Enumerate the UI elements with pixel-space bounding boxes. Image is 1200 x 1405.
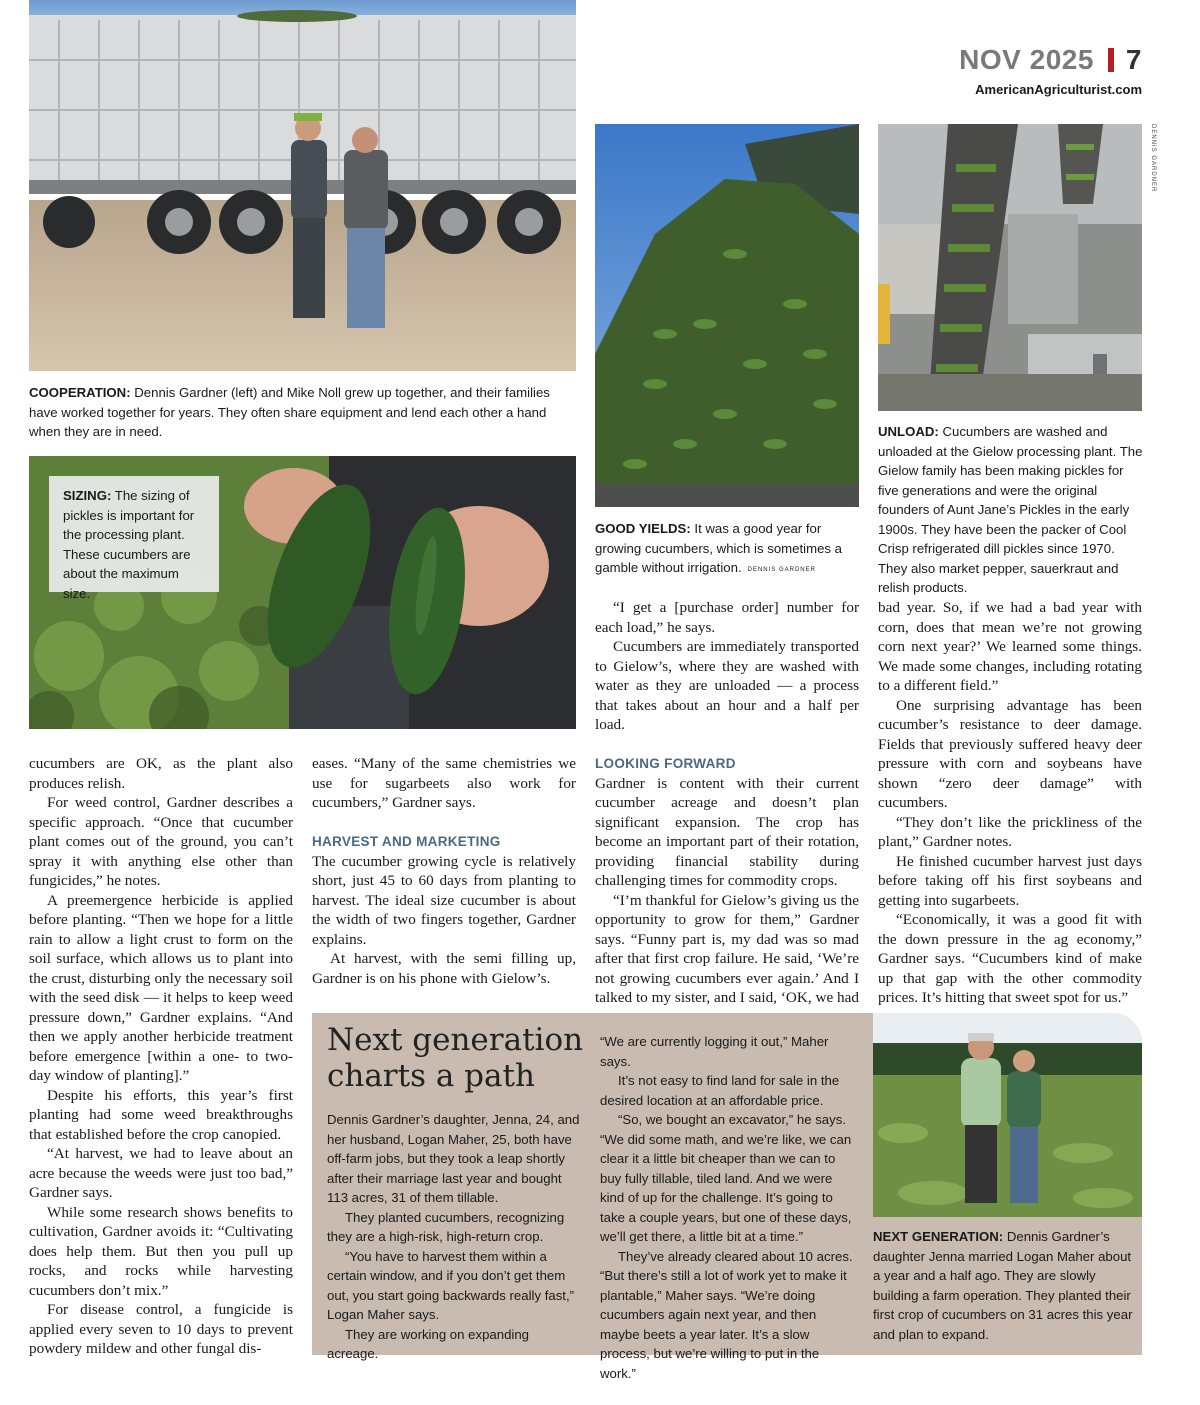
paragraph: A preemergence herbicide is applied before planting. “Then we hope for a little rain to allow a light crust to form on the soil surface, which allows us to plant into the crust, disturbing only the necessary soil with the seed disk — it helps to keep weed pressure down,” Gardner explains. “And then we apply another herbicide treatment before emergence [within a one- to two-day window of planting].” — [29, 891, 293, 1084]
unload-caption — [878, 422, 1144, 598]
caption-text: Dennis Gardner’s daughter Jenna married Logan Maher about a year and a half ago. They are slowly building a farm operation. They planted their first crop of cucumbers on 31 acres this year and plan to expand. — [873, 1229, 1133, 1342]
paragraph: “You have to harvest them within a certain window, and if you don’t get them out, you start going backwards really fast,” Logan Maher says. — [327, 1248, 575, 1322]
truck-photo — [29, 0, 576, 371]
paragraph: For weed control, Gardner describes a specific approach. “Once that cucumber plant comes out of the ground, you can’t spray it with anything else other than fungicides,” he notes. — [29, 794, 293, 889]
paragraph: It’s not easy to find land for sale in the desired location at an affordable price. — [600, 1073, 840, 1108]
section-heading: HARVEST AND MARKETING — [312, 834, 501, 849]
caption-lead: NEXT GENERATION: — [873, 1229, 1004, 1244]
caption-text: Cucumbers are washed and unloaded at the Gielow processing plant. The Gielow family has been making pickles for five generations and were the original founders of Aunt Jane’s Pickles in the early 1900s. They have been the packer of Cool Crisp refrigerated dill pickles since 1970. They also market pepper, sauerkraut and relish products. — [878, 424, 1143, 595]
caption-lead: SIZING: — [63, 488, 112, 503]
paragraph: eases. “Many of the same chemistries we use for sugarbeets also work for cucumbers,” Gardner says. — [312, 755, 576, 811]
paragraph: They are working on expanding acreage. — [327, 1326, 530, 1361]
paragraph: One surprising advantage has been cucumber’s resistance to deer damage. Fields that previously suffered heavy deer pressure with corn and soybeans have shown “zero deer damage” with cucumbers. — [878, 696, 1142, 811]
paragraph: For disease control, a fungicide is applied every seven to 10 days to prevent powdery mildew and other fungal dis- — [29, 1301, 293, 1357]
paragraph: The cucumber growing cycle is relatively short, just 45 to 60 days from planting to harvest. The ideal size cucumber is about the width of two fingers together, Gardner explains. — [312, 852, 576, 948]
caption-text: It was a good year for growing cucumbers, which is sometimes a gamble without irrigation. — [595, 521, 842, 575]
issue-header — [959, 44, 1142, 76]
header-divider — [1108, 48, 1114, 72]
good-yields-caption — [595, 519, 859, 581]
paragraph: “So, we bought an excavator,” he says. “We did some math, and we’re like, we can clear it a little bit cheaper than we can to buy fully tillable, tiled land. And we were kind of up for the challenge. It’s going to take a couple years, but one of these days, we’ll get there, a little bit at a time.” — [600, 1112, 852, 1244]
caption-lead: GOOD YIELDS: — [595, 521, 691, 536]
page-number: 7 — [1125, 44, 1142, 75]
paragraph: He finished cucumber harvest just days before taking off his first soybeans and getting into sugarbeets. — [878, 852, 1142, 909]
paragraph: Despite his efforts, this year’s first planting had some weed breakthroughs that established before the crop canopied. — [29, 1086, 293, 1143]
sizing-caption-box — [49, 476, 219, 601]
issue-date: NOV 2025 — [959, 44, 1094, 75]
next-generation-caption — [873, 1227, 1139, 1344]
photo-credit: DENNIS GARDNER — [747, 567, 816, 573]
paragraph: They’ve already cleared about 10 acres. “But there’s still a lot of work yet to make it plantable,” Maher says. “We’re doing cucumbers again next year, and then maybe beets a year later. It’s a slow process, but we’re willing to put in the work.” — [600, 1248, 853, 1381]
paragraph: “At harvest, we had to leave about an acre because the weeds were just too bad,” Gardner says. — [29, 1145, 293, 1201]
article-column-1 — [29, 754, 293, 1359]
article-column-3 — [595, 598, 859, 1027]
sidebar-column-2 — [600, 1032, 858, 1383]
sidebar-title: Next generation charts a path — [327, 1022, 584, 1094]
caption-lead: UNLOAD: — [878, 424, 939, 439]
article-column-4 — [878, 598, 1142, 1008]
photo-credit: DENNIS GARDNER — [1150, 124, 1156, 193]
paragraph: “I get a [purchase order] number for each load,” he says. — [595, 599, 859, 636]
paragraph: “I’m thankful for Gielow’s giving us the opportunity to grow for them,” Gardner says. “Funny part is, my dad was so mad after that first crop failure. He said, ‘We’re not growing cucumbers ever again.’ And I talked to my sister, and I said, ‘OK, we had — [595, 891, 859, 1006]
paragraph: Dennis Gardner’s daughter, Jenna, 24, and her husband, Logan Maher, 25, both have off-farm jobs, but they took a leap shortly after their marriage last year and bought 113 acres, 31 of them tillable. — [327, 1112, 580, 1205]
caption-lead: COOPERATION: — [29, 385, 131, 400]
section-heading: LOOKING FORWARD — [595, 756, 736, 771]
paragraph: At harvest, with the semi filling up, Gardner is on his phone with Gielow’s. — [312, 950, 576, 987]
website-url[interactable]: AmericanAgriculturist.com — [975, 82, 1142, 97]
couple-photo — [873, 1013, 1142, 1217]
paragraph: “Economically, it was a good fit with the down pressure in the ag economy,” Gardner says. “Cucumbers kind of make up that gap with the other commodity prices. It’s hitting that sweet spot for us.” — [878, 911, 1142, 1006]
paragraph: “We are currently logging it out,” Maher says. — [600, 1034, 829, 1069]
paragraph: bad year. So, if we had a bad year with corn, does that mean we’re not growing corn next year?’ We learned some things. We made some changes, including rotating to a different field.” — [878, 599, 1142, 694]
cooperation-caption — [29, 383, 576, 442]
paragraph: Cucumbers are immediately transported to Gielow’s, where they are washed with water as they are unloaded — a process that takes about an hour and a half per load. — [595, 638, 859, 733]
caption-text: Dennis Gardner (left) and Mike Noll grew up together, and their families have worked together for years. They often share equipment and lend each other a hand when they are in need. — [29, 385, 550, 439]
cucumber-pile-photo — [595, 124, 859, 507]
paragraph: While some research shows benefits to cultivation, Gardner avoids it: “Cultivating does help them. But then you pull up rocks, and rocks while harvesting cucumbers don’t mix.” — [29, 1203, 293, 1299]
paragraph: Gardner is content with their current cucumber acreage and doesn’t plan significant expansion. The crop has become an important part of their rotation, providing financial stability during challenging times for commodity crops. — [595, 774, 859, 889]
article-column-2 — [312, 754, 576, 988]
caption-text: The sizing of pickles is important for the processing plant. These cucumbers are about the maximum size. — [63, 488, 195, 601]
paragraph: “They don’t like the prickliness of the plant,” Gardner notes. — [878, 813, 1142, 850]
sidebar-column-1 — [327, 1110, 583, 1364]
paragraph: cucumbers are OK, as the plant also produces relish. — [29, 755, 293, 792]
conveyor-photo — [878, 124, 1142, 411]
paragraph: They planted cucumbers, recognizing they are a high-risk, high-return crop. — [327, 1209, 565, 1244]
